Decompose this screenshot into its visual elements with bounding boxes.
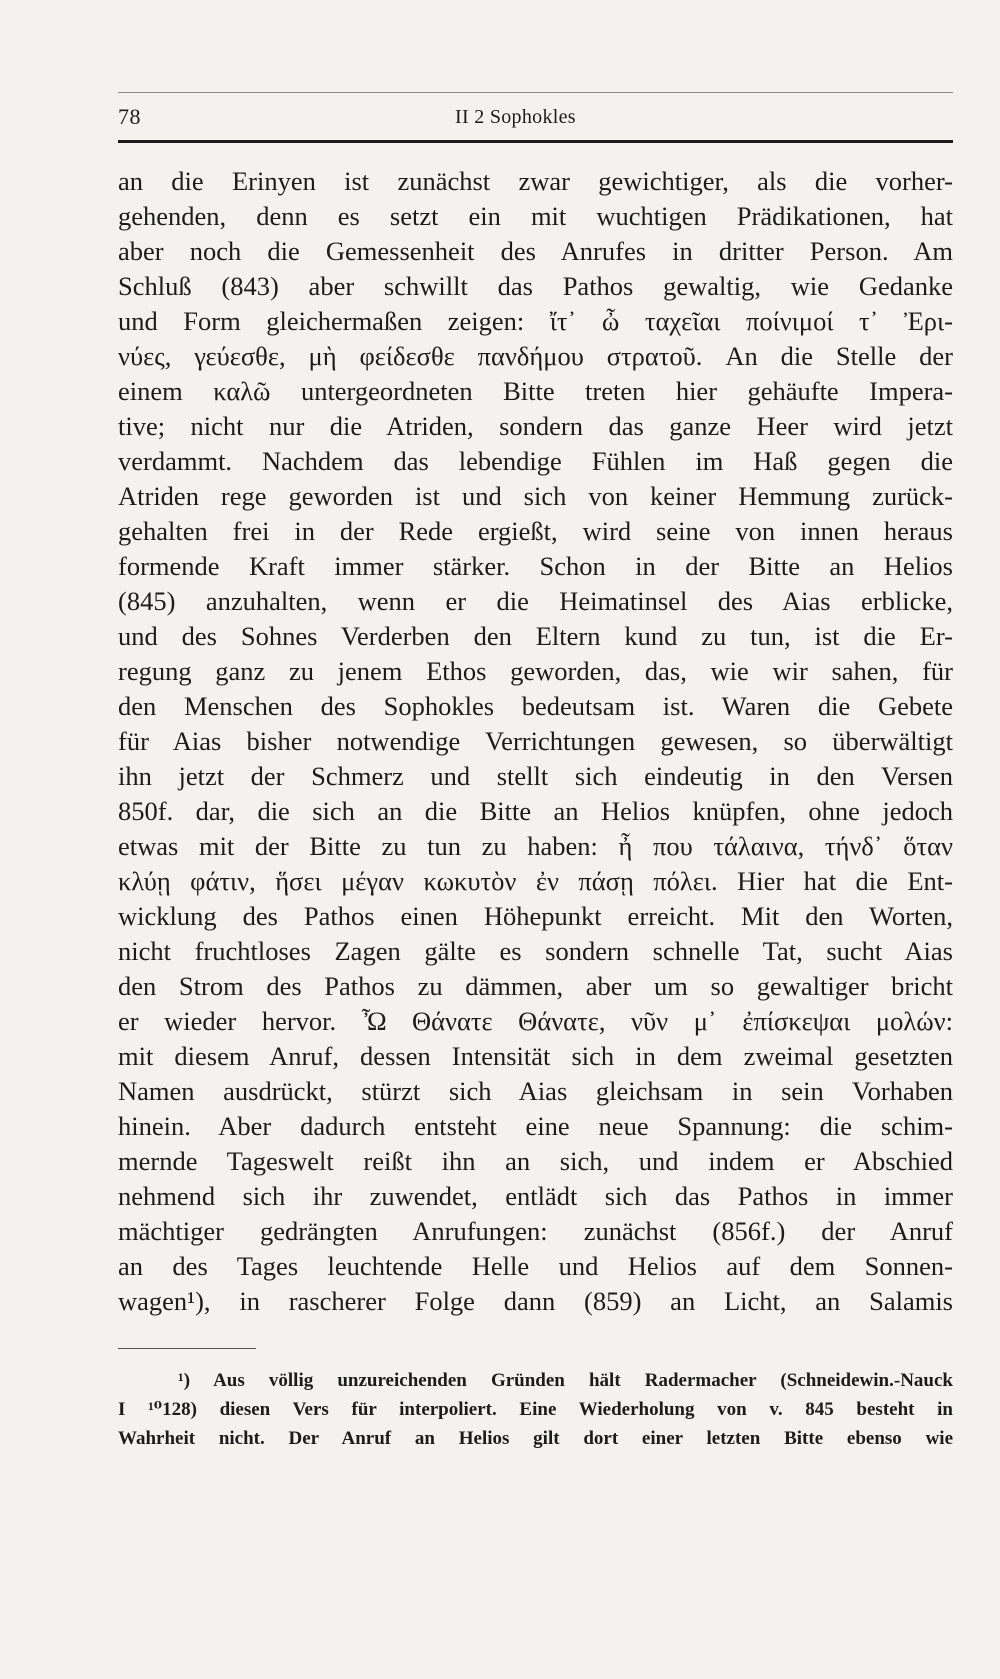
text-line: formende Kraft immer stärker. Schon in der Bitte an Helios (118, 551, 953, 581)
text-line: etwas mit der Bitte zu tun zu haben: ἦ που τάλαινα, τήνδ᾽ ὅταν (118, 831, 953, 861)
text-line: hinein. Aber dadurch entsteht eine neue Spannung: die schim- (118, 1111, 953, 1141)
footnotes (118, 1366, 953, 1453)
text-line: νύες, γεύεσθε, μὴ φείδεσθε πανδήμου στρατοῦ. An die Stelle der (118, 341, 953, 371)
text-line: tive; nicht nur die Atriden, sondern das ganze Heer wird jetzt (118, 411, 953, 441)
text-line: mit diesem Anruf, dessen Intensität sich in dem zweimal gesetzten (118, 1041, 953, 1071)
text-line: mächtiger gedrängten Anrufungen: zunächst (856f.) der Anruf (118, 1216, 953, 1246)
text-line: und Form gleichermaßen zeigen: ἴτ᾽ ὦ ταχεῖαι ποίνιμοί τ᾽ Ἐρι- (118, 306, 953, 336)
page-number: 78 (118, 104, 141, 129)
footnote-rule (118, 1348, 256, 1349)
header-rule (118, 140, 953, 143)
text-line: κλύῃ φάτιν, ἥσει μέγαν κωκυτὸν ἐν πάσῃ πόλει. Hier hat die Ent- (118, 866, 953, 896)
text-line: für Aias bisher notwendige Verrichtungen gewesen, so überwältigt (118, 726, 953, 756)
top-rule (118, 92, 953, 93)
text-line: mernde Tageswelt reißt ihn an sich, und indem er Abschied (118, 1146, 953, 1176)
text-line: Atriden rege geworden ist und sich von keiner Hemmung zurück- (118, 481, 953, 511)
text-line: verdammt. Nachdem das lebendige Fühlen im Haß gegen die (118, 446, 953, 476)
text-line: nicht fruchtloses Zagen gälte es sondern schnelle Tat, sucht Aias (118, 936, 953, 966)
body-text (118, 164, 953, 1319)
text-line: wicklung des Pathos einen Höhepunkt erreicht. Mit den Worten, (118, 901, 953, 931)
text-line: ihn jetzt der Schmerz und stellt sich eindeutig in den Versen (118, 761, 953, 791)
text-line: den Strom des Pathos zu dämmen, aber um so gewaltiger bricht (118, 971, 953, 1001)
footnote-line: Wahrheit nicht. Der Anruf an Helios gilt dort einer letzten Bitte ebenso wie (118, 1428, 953, 1449)
text-line: gehenden, denn es setzt ein mit wuchtigen Prädikationen, hat (118, 201, 953, 231)
text-line: Schluß (843) aber schwillt das Pathos gewaltig, wie Gedanke (118, 271, 953, 301)
page-header (118, 100, 953, 140)
text-line: einem καλῶ untergeordneten Bitte treten hier gehäufte Impera- (118, 376, 953, 406)
text-line: er wieder hervor. Ὦ Θάνατε Θάνατε, νῦν μ᾽ ἐπίσκεψαι μολών: (118, 1006, 953, 1036)
text-line: (845) anzuhalten, wenn er die Heimatinsel des Aias erblicke, (118, 586, 953, 616)
text-line: regung ganz zu jenem Ethos geworden, das, wie wir sahen, für (118, 656, 953, 686)
text-line: nehmend sich ihr zuwendet, entlädt sich das Pathos in immer (118, 1181, 953, 1211)
text-line: an des Tages leuchtende Helle und Helios auf dem Sonnen- (118, 1251, 953, 1281)
text-line: und des Sohnes Verderben den Eltern kund zu tun, ist die Er- (118, 621, 953, 651)
text-line: den Menschen des Sophokles bedeutsam ist. Waren die Gebete (118, 691, 953, 721)
text-line: wagen¹), in rascherer Folge dann (859) an Licht, an Salamis (118, 1286, 953, 1316)
text-line: an die Erinyen ist zunächst zwar gewichtiger, als die vorher- (118, 166, 953, 196)
text-line: 850f. dar, die sich an die Bitte an Helios knüpfen, ohne jedoch (118, 796, 953, 826)
text-line: gehalten frei in der Rede ergießt, wird seine von innen heraus (118, 516, 953, 546)
text-line: aber noch die Gemessenheit des Anrufes in dritter Person. Am (118, 236, 953, 266)
footnote-line: ¹) Aus völlig unzureichenden Gründen hält Radermacher (Schneidewin.-Nauck (178, 1370, 953, 1391)
running-head: II 2 Sophokles (455, 106, 576, 128)
footnote-line: I ¹⁰128) diesen Vers für interpoliert. Eine Wiederholung von v. 845 besteht in (118, 1399, 953, 1420)
text-line: Namen ausdrückt, stürzt sich Aias gleichsam in sein Vorhaben (118, 1076, 953, 1106)
